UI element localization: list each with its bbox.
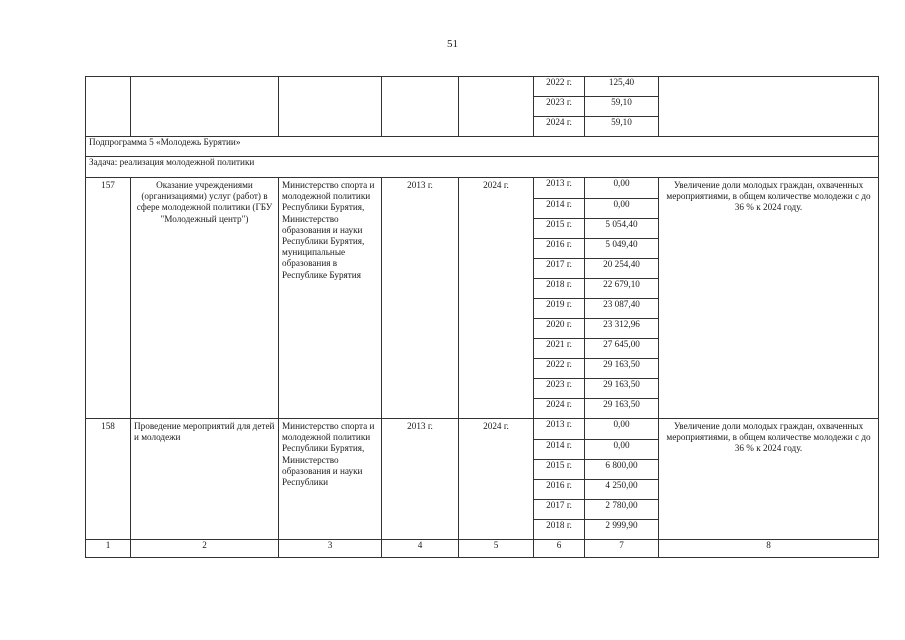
- entry-end: 2024 г.: [459, 178, 534, 419]
- year-cell: 2023 г.: [534, 97, 585, 117]
- year-cell: 2024 г.: [534, 399, 585, 419]
- entry-number: 157: [86, 178, 131, 419]
- column-number: 2: [131, 540, 279, 558]
- page-number: 51: [447, 38, 458, 50]
- year-cell: 2018 г.: [534, 279, 585, 299]
- year-cell: 2019 г.: [534, 299, 585, 319]
- value-cell: 29 163,50: [585, 379, 659, 399]
- value-cell: 2 780,00: [585, 500, 659, 520]
- year-cell: 2022 г.: [534, 77, 585, 97]
- subprogram-row: [86, 137, 879, 157]
- entry-number: 158: [86, 419, 131, 540]
- value-cell: 59,10: [585, 117, 659, 137]
- year-cell: 2018 г.: [534, 520, 585, 540]
- column-number: 1: [86, 540, 131, 558]
- entry-name: Оказание учреждениями (организациями) услуг (работ) в сфере молодежной политики (ГБУ "Молодежный центр"): [131, 178, 279, 419]
- program-table: [85, 76, 879, 558]
- value-cell: 59,10: [585, 97, 659, 117]
- task-title: Задача: реализация молодежной политики: [86, 157, 879, 178]
- value-cell: 2 999,90: [585, 520, 659, 540]
- table-row: [86, 178, 879, 199]
- year-cell: 2013 г.: [534, 178, 585, 199]
- subprogram-title: Подпрограмма 5 «Молодежь Бурятии»: [86, 137, 879, 157]
- value-cell: 27 645,00: [585, 339, 659, 359]
- value-cell: 4 250,00: [585, 480, 659, 500]
- value-cell: 20 254,40: [585, 259, 659, 279]
- value-cell: 125,40: [585, 77, 659, 97]
- year-cell: 2015 г.: [534, 460, 585, 480]
- value-cell: 23 312,96: [585, 319, 659, 339]
- table-row: [86, 419, 879, 440]
- year-cell: 2016 г.: [534, 480, 585, 500]
- entry-name: Проведение мероприятий для детей и молодежи: [131, 419, 279, 540]
- value-cell: 23 087,40: [585, 299, 659, 319]
- year-cell: 2017 г.: [534, 259, 585, 279]
- value-cell: 0,00: [585, 178, 659, 199]
- column-number: 7: [585, 540, 659, 558]
- value-cell: 0,00: [585, 419, 659, 440]
- task-row: [86, 157, 879, 178]
- entry-executor: Министерство спорта и молодежной политики Республики Бурятия, Министерство образования и науки Республики: [279, 419, 382, 540]
- entry-result: Увеличение доли молодых граждан, охваченных мероприятиями, в общем количестве молодежи с до 36 % к 2024 году.: [659, 419, 879, 540]
- value-cell: 29 163,50: [585, 359, 659, 379]
- year-cell: 2017 г.: [534, 500, 585, 520]
- column-number: 3: [279, 540, 382, 558]
- column-number: 5: [459, 540, 534, 558]
- value-cell: 0,00: [585, 440, 659, 460]
- year-cell: 2014 г.: [534, 199, 585, 219]
- value-cell: 29 163,50: [585, 399, 659, 419]
- year-cell: 2022 г.: [534, 359, 585, 379]
- value-cell: 22 679,10: [585, 279, 659, 299]
- year-cell: 2014 г.: [534, 440, 585, 460]
- entry-result: Увеличение доли молодых граждан, охваченных мероприятиями, в общем количестве молодежи с до 36 % к 2024 году.: [659, 178, 879, 419]
- value-cell: 6 800,00: [585, 460, 659, 480]
- entry-end: 2024 г.: [459, 419, 534, 540]
- column-number-row: [86, 540, 879, 558]
- table-row: [86, 77, 879, 97]
- value-cell: 5 049,40: [585, 239, 659, 259]
- value-cell: 5 054,40: [585, 219, 659, 239]
- year-cell: 2024 г.: [534, 117, 585, 137]
- entry-start: 2013 г.: [382, 419, 459, 540]
- value-cell: 0,00: [585, 199, 659, 219]
- column-number: 6: [534, 540, 585, 558]
- column-number: 8: [659, 540, 879, 558]
- column-number: 4: [382, 540, 459, 558]
- year-cell: 2020 г.: [534, 319, 585, 339]
- entry-executor: Министерство спорта и молодежной политики Республики Бурятия, Министерство образования и науки Республики Бурятия, муниципальные образования в Республике Бурятия: [279, 178, 382, 419]
- year-cell: 2021 г.: [534, 339, 585, 359]
- entry-start: 2013 г.: [382, 178, 459, 419]
- year-cell: 2015 г.: [534, 219, 585, 239]
- year-cell: 2013 г.: [534, 419, 585, 440]
- year-cell: 2023 г.: [534, 379, 585, 399]
- year-cell: 2016 г.: [534, 239, 585, 259]
